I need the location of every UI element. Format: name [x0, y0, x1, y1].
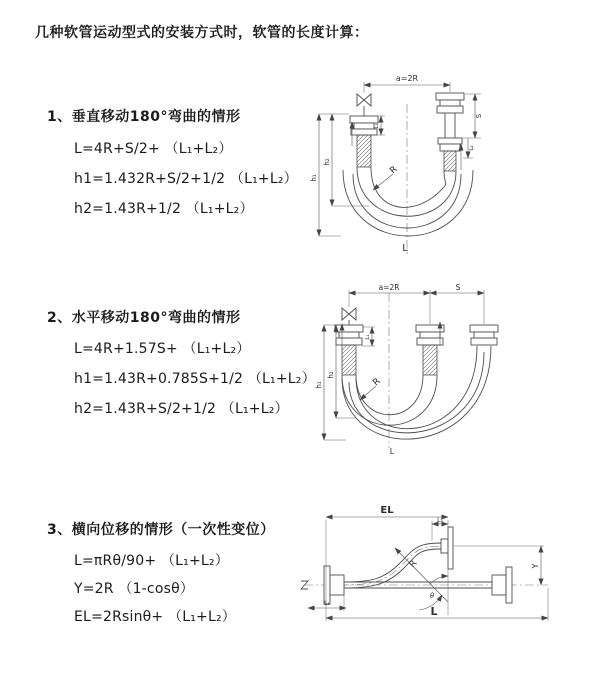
dim-label-h2: h₂	[327, 371, 335, 379]
dimension-l	[326, 588, 548, 621]
dimension-l1	[362, 327, 375, 346]
dim-label-y: Y	[531, 563, 540, 569]
dimension-a2r	[364, 74, 450, 93]
dim-label-s: S	[455, 283, 461, 292]
dim-label-el: EL	[380, 505, 394, 516]
diagram-vertical-180-bend	[305, 66, 545, 264]
dim-label-r: R	[388, 164, 400, 177]
right-flange	[492, 567, 512, 603]
section-2-formula-L: L=4R+1.57S+ （L₁+L₂）	[74, 341, 251, 357]
dim-label-r: R	[371, 376, 383, 389]
dim-label-r: R	[407, 558, 420, 571]
dim-label-a2r: a=2R	[378, 283, 400, 292]
hose-u-bend	[343, 164, 473, 236]
dim-label-l1: L₁	[374, 123, 380, 129]
dim-label-h2: h₂	[323, 158, 331, 166]
dim-label-l: L	[402, 243, 408, 254]
section-2-formula-h1: h1=1.43R+0.785S+1/2 （L₁+L₂）	[74, 371, 316, 387]
section-3-formula-EL: EL=2Rsinθ+ （L₁+L₂）	[74, 609, 236, 625]
dim-label-l1: L₁	[365, 334, 371, 340]
radius-callout	[360, 377, 383, 400]
dim-label-s: S	[475, 113, 483, 119]
radius-callout	[373, 165, 400, 190]
braided-hose-section-middle	[423, 345, 437, 375]
s-curve-hose	[340, 543, 446, 588]
section-2-heading: 2、水平移动180°弯曲的情形	[47, 310, 241, 326]
dim-label-l: L	[430, 605, 438, 618]
right-flange-fittings	[436, 93, 464, 151]
section-1-formula-L: L=4R+S/2+ （L₁+L₂）	[74, 141, 233, 157]
section-1-formula-h1: h1=1.432R+S/2+1/2 （L₁+L₂）	[74, 171, 298, 187]
section-2-formula-h2: h2=1.43R+S/2+1/2 （L₁+L₂）	[74, 401, 289, 417]
dim-label-h1: h₁	[310, 174, 318, 182]
dim-label-l1: L₁	[324, 600, 330, 607]
radius-angle-construction	[395, 548, 448, 615]
section-3-heading: 3、横向位移的情形（一次性变位）	[47, 522, 275, 538]
dim-label-theta: θ	[429, 592, 435, 600]
right-flange-fitting	[470, 325, 498, 345]
section-1-heading: 1、垂直移动180°弯曲的情形	[47, 109, 241, 125]
diagram-horizontal-180-bend	[312, 280, 542, 470]
section-3-formula-L: L=πRθ/90+ （L₁+L₂）	[74, 553, 229, 569]
valve-icon	[357, 94, 371, 116]
dim-label-l2: L₂	[437, 517, 443, 524]
braided-hose-section-left	[357, 135, 371, 167]
dimension-a2r	[349, 283, 484, 324]
page-title: 几种软管运动型式的安装方式时，软管的长度计算：	[35, 25, 369, 41]
dimension-l2	[463, 138, 475, 158]
dimension-s	[430, 283, 484, 293]
braided-hose-section-left	[342, 345, 356, 375]
upper-flange	[441, 527, 453, 569]
dim-label-a2r: a=2R	[395, 74, 419, 83]
left-flange-fitting	[335, 325, 363, 345]
valve-icon	[342, 308, 356, 325]
left-flange	[324, 566, 344, 604]
dim-label-l2: L₂	[469, 145, 475, 151]
section-3-formula-Y: Y=2R （1-cosθ）	[74, 581, 195, 597]
dim-label-h1: h₁	[315, 381, 323, 389]
braided-hose-section-right	[444, 151, 456, 171]
diagram-lateral-displacement	[296, 496, 566, 646]
dimension-l2	[432, 517, 448, 541]
dimension-s	[463, 94, 483, 138]
dim-label-l: L	[389, 447, 395, 456]
section-1-formula-h2: h2=1.43R+1/2 （L₁+L₂）	[74, 201, 254, 217]
dimension-el	[326, 505, 448, 621]
hose-u-bends	[342, 346, 491, 439]
